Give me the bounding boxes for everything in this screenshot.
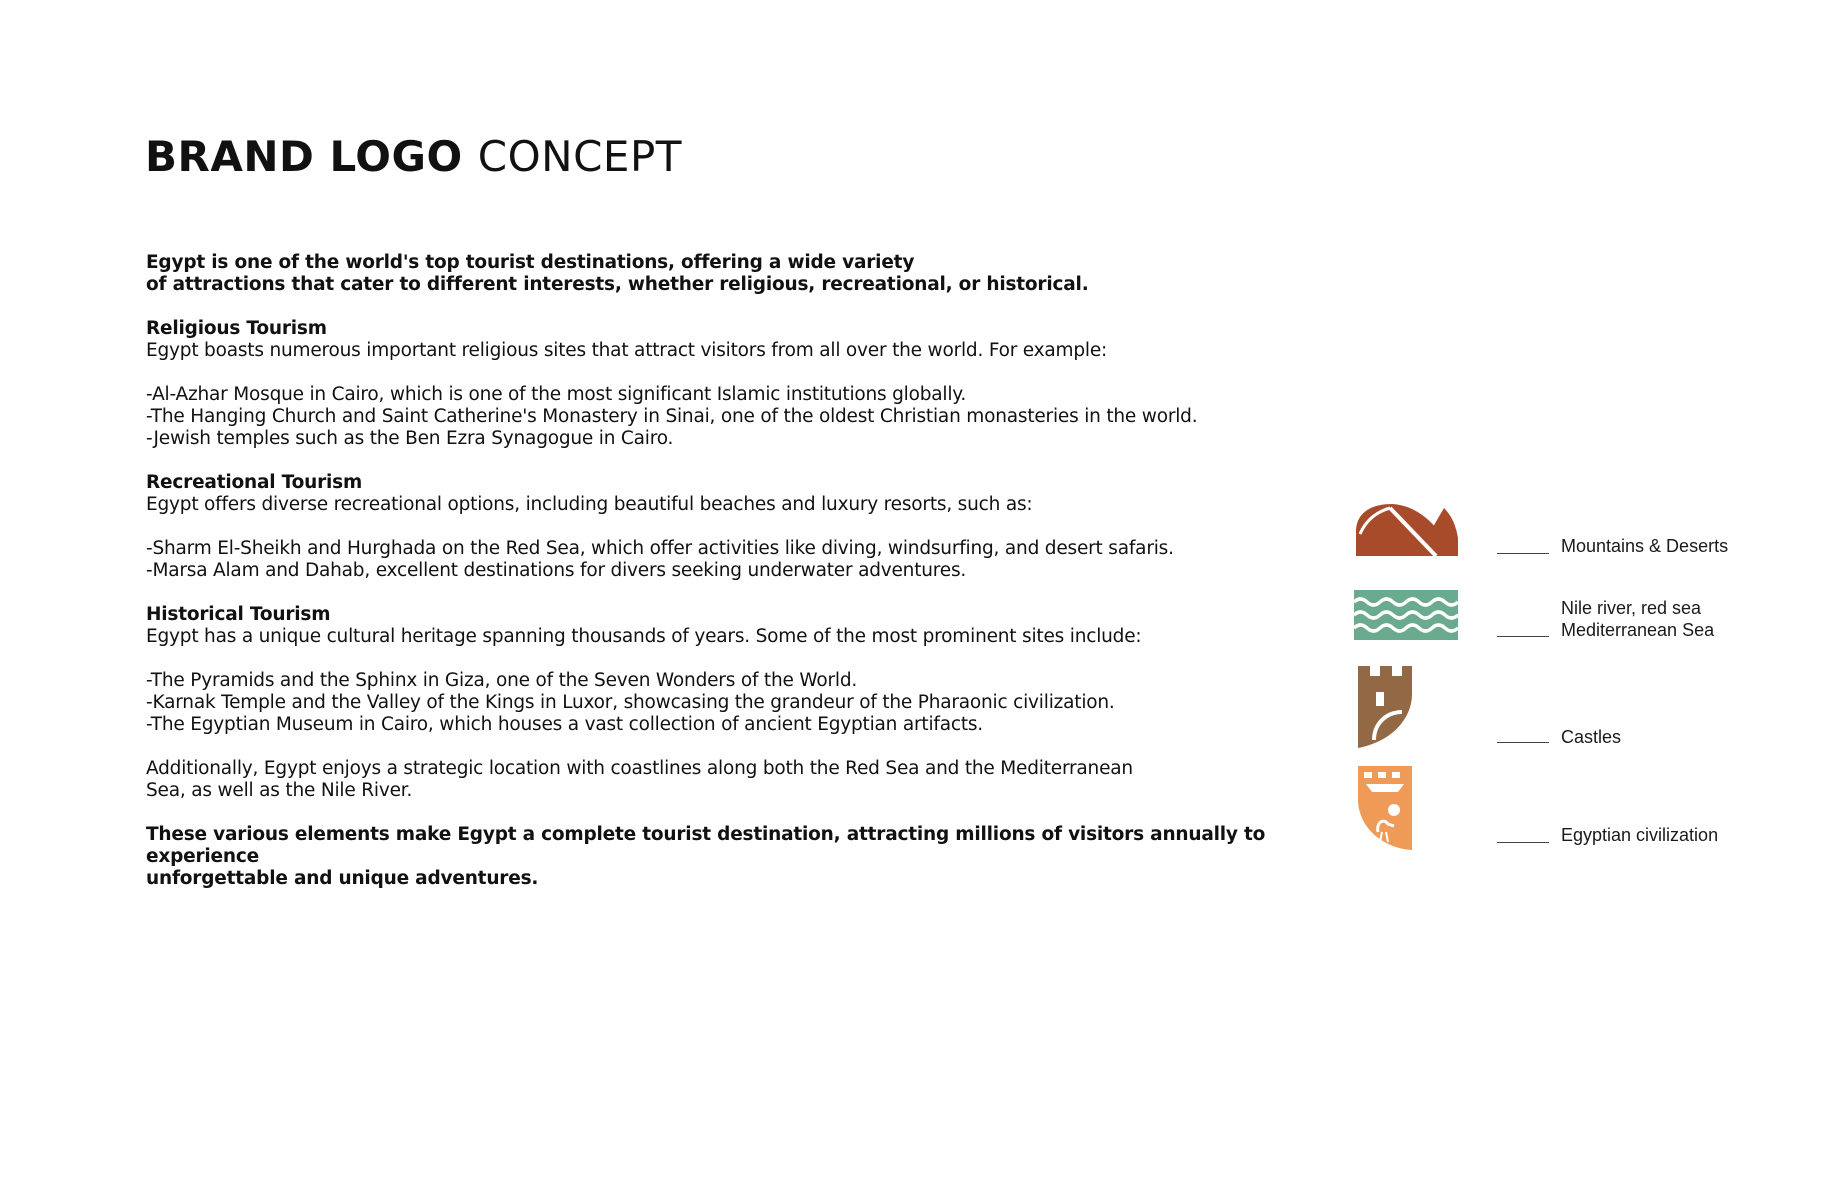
religious-item: -Al-Azhar Mosque in Cairo, which is one of the most significant Islamic institutions globally. [146,384,967,405]
closing-line: These various elements make Egypt a complete tourist destination, attracting millions of visitors annually to experience [146,824,1266,867]
legend-label-mountains: Mountains & Deserts [1561,536,1729,556]
recreational-lead: Egypt offers diverse recreational options, including beautiful beaches and luxury resorts, such as: [146,494,1033,515]
intro-line: of attractions that cater to different interests, whether religious, recreational, or historical. [146,274,1089,295]
recreational-heading: Recreational Tourism [146,472,363,493]
waves-icon [1354,590,1458,640]
legend-label-nile [1561,597,1714,641]
legend-label-castles: Castles [1561,727,1622,747]
religious-item: -The Hanging Church and Saint Catherine's Monastery in Sinai, one of the oldest Christian monasteries in the world. [146,406,1198,427]
religious-item: -Jewish temples such as the Ben Ezra Synagogue in Cairo. [146,428,674,449]
recreational-item: -Sharm El-Sheikh and Hurghada on the Red Sea, which offer activities like diving, windsurfing, and desert safaris. [146,538,1174,559]
historical-lead: Egypt has a unique cultural heritage spanning thousands of years. Some of the most prominent sites include: [146,626,1142,647]
mountains-icon [1354,498,1458,558]
legend-label-line: Nile river, red sea [1561,598,1702,618]
historical-item: -Karnak Temple and the Valley of the Kings in Luxor, showcasing the grandeur of the Pharaonic civilization. [146,692,1115,713]
additional-line: Additionally, Egypt enjoys a strategic location with coastlines along both the Red Sea and the Mediterranean [146,758,1133,779]
legend-leader-line [1497,842,1549,843]
additional-line: Sea, as well as the Nile River. [146,780,413,801]
legend-leader-line [1497,636,1549,637]
historical-item: -The Pyramids and the Sphinx in Giza, one of the Seven Wonders of the World. [146,670,858,691]
concept-description [146,252,1286,890]
castle-icon [1354,660,1424,748]
page-title [145,132,682,182]
civilization-icon [1354,762,1424,850]
recreational-item: -Marsa Alam and Dahab, excellent destinations for divers seeking underwater adventures. [146,560,967,581]
historical-heading: Historical Tourism [146,604,331,625]
historical-item: -The Egyptian Museum in Cairo, which houses a vast collection of ancient Egyptian artifacts. [146,714,983,735]
religious-lead: Egypt boasts numerous important religious sites that attract visitors from all over the world. For example: [146,340,1108,361]
legend-label-line: Mediterranean Sea [1561,620,1715,640]
legend-leader-line [1497,553,1549,554]
closing-line: unforgettable and unique adventures. [146,868,539,889]
legend-leader-line [1497,742,1549,743]
intro-line: Egypt is one of the world's top tourist destinations, offering a wide variety [146,252,915,273]
legend-label-civilization: Egyptian civilization [1561,825,1719,845]
title-light: CONCEPT [477,132,682,181]
title-bold: BRAND LOGO [145,132,463,181]
religious-heading: Religious Tourism [146,318,327,339]
